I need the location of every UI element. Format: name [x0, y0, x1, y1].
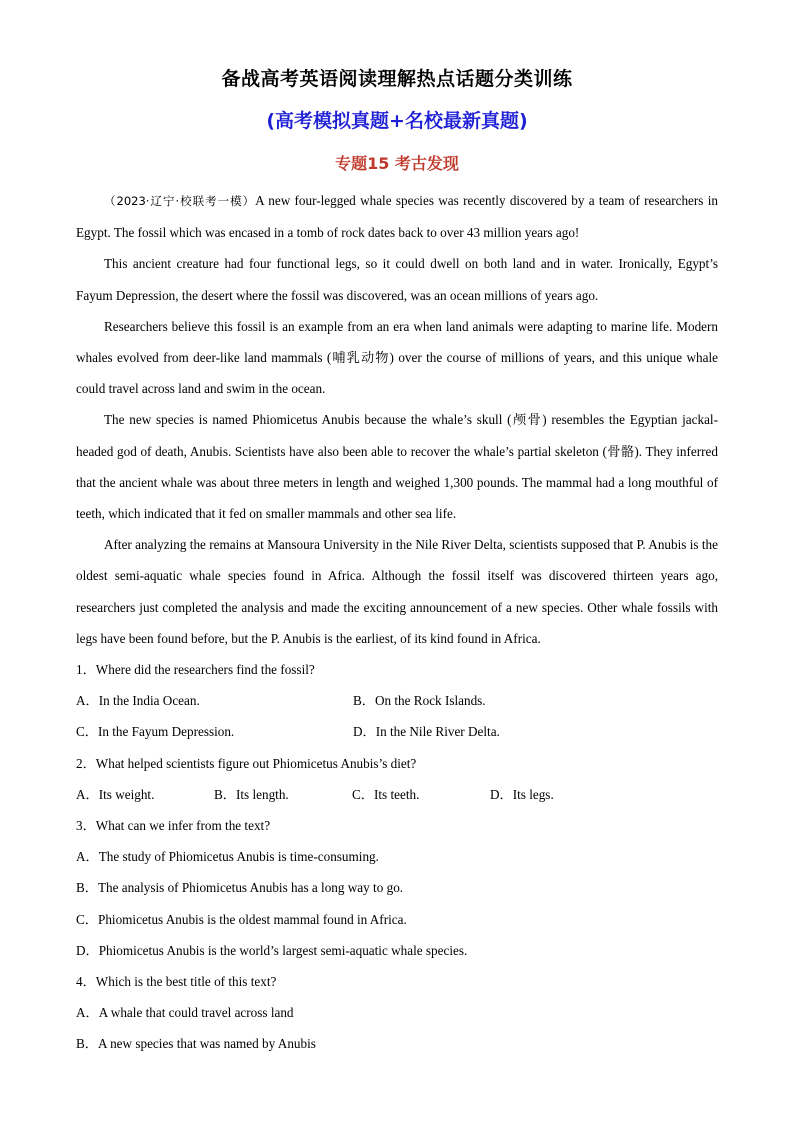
question-3-stem: 3．What can we infer from the text? [76, 818, 271, 834]
question-2-option-c: C．Its teeth. [352, 786, 420, 802]
passage-paragraph-1 [76, 185, 718, 248]
question-3-option-b: B．The analysis of Phiomicetus Anubis has a long way to go. [76, 880, 404, 896]
document-body [76, 185, 718, 1060]
source-citation: （2023·辽宁·校联考一模） [104, 194, 256, 208]
passage-paragraph-5: After analyzing the remains at Mansoura University in the Nile River Delta, scientists supposed that P. Anubis is the oldest semi-aquatic whale species found in Africa. Although the fossil itself was discovered thirteen years ago, researchers just completed the analysis and made the exciting announcement of a new species. Other whale fossils with legs have been found before, but the P. Anubis is the earliest, of its kind found in Africa. [76, 537, 718, 646]
question-4-stem: 4．Which is the best title of this text? [76, 974, 277, 990]
question-1-options-row-1 [76, 685, 718, 716]
question-4-option-b: B．A new species that was named by Anubis [76, 1036, 316, 1052]
paragraph-text: A new four-legged whale species was recently discovered by a team of researchers in Egypt. The fossil which was encased in a tomb of rock dates back to over 43 million years ago! [76, 193, 718, 241]
question-2-stem: 2．What helped scientists figure out Phiomicetus Anubis’s diet? [76, 755, 417, 771]
passage-paragraph-2: This ancient creature had four functional legs, so it could dwell on both land and in water. Ironically, Egypt’s Fayum Depression, the desert where the fossil was discovered, was an ocean millions of years ago. [76, 256, 718, 303]
question-3-option-d: D．Phiomicetus Anubis is the world’s largest semi-aquatic whale species. [76, 942, 468, 958]
passage-paragraph-4: The new species is named Phiomicetus Anubis because the whale’s skull (颅骨) resembles the Egyptian jackal-headed god of death, Anubis. Scientists have also been able to recover the whale’s partial skeleton (骨骼). They inferred that the ancient whale was about three meters in length and weighed 1,300 pounds. The mammal had a long mouthful of teeth, which indicated that it fed on smaller mammals and other sea life. [76, 412, 718, 522]
question-2-options-row [76, 779, 718, 810]
passage-paragraph-3: Researchers believe this fossil is an example from an era when land animals were adapting to marine life. Modern whales evolved from deer-like land mammals (哺乳动物) over the course of millions of years, and this unique whale could travel across land and swim in the ocean. [76, 318, 718, 397]
question-3-option-a: A．The study of Phiomicetus Anubis is time-consuming. [76, 849, 379, 865]
question-1-stem: 1．Where did the researchers find the fossil? [76, 662, 315, 678]
question-1-option-a: A．In the India Ocean. [76, 693, 200, 709]
question-2-option-d: D．Its legs. [490, 786, 554, 802]
question-1-option-b: B．On the Rock Islands. [353, 693, 486, 709]
document-title: 备战高考英语阅读理解热点话题分类训练 [221, 68, 573, 90]
question-1-option-d: D．In the Nile River Delta. [353, 724, 500, 740]
topic-heading: 专题15 考古发现 [335, 154, 459, 173]
question-2-option-b: B．Its length. [214, 786, 289, 802]
question-3-option-c: C．Phiomicetus Anubis is the oldest mammal found in Africa. [76, 911, 407, 927]
question-2-option-a: A．Its weight. [76, 786, 155, 802]
question-4-option-a: A．A whale that could travel across land [76, 1005, 294, 1021]
question-1-option-c: C．In the Fayum Depression. [76, 724, 235, 740]
question-1-options-row-2 [76, 716, 718, 747]
document-subtitle: (高考模拟真题+名校最新真题) [266, 110, 528, 132]
